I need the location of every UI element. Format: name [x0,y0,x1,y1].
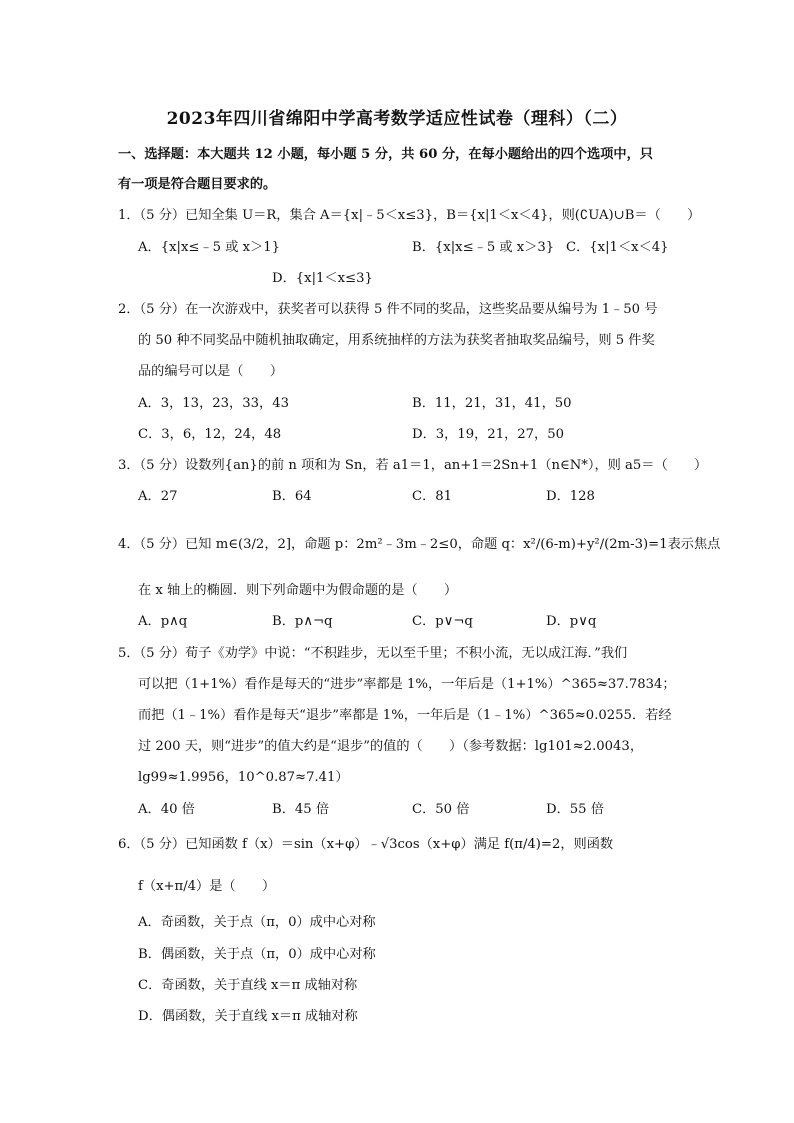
q5-line2: 可以把（1+1%）看作是每天的“进步”率都是 1%，一年后是（1+1%）^365≈37.7834； [138,677,676,692]
q5-line1: 5．（5 分）荀子《劝学》中说：“不积跬步，无以至千里；不积小流，无以成江海．”我们 [118,646,628,661]
q6-line2: f（x+π/4）是（ ） [138,879,276,894]
q2-line2: 的 50 种不同奖品中随机抽取确定，用系统抽样的方法为获奖者抽取奖品编号，则 5 件奖 [138,333,655,348]
q1-option-a: A．{x|x≤﹣5 或 x＞1} [138,240,281,255]
q6-option-b: B．偶函数，关于点（π，0）成中心对称 [138,947,376,962]
q3-option-b: B．64 [272,489,312,504]
page-title: 2023年四川省绵阳中学高考数学适应性试卷（理科）（二） [166,109,628,129]
q3-option-c: C．81 [412,489,453,504]
q2-option-d: D．3，19，21，27，50 [412,427,565,442]
section-heading-line2: 有一项是符合题目要求的。 [118,177,277,192]
q4-stem: 4．（5 分）已知 m∈(3/2，2]，命题 p：2m²﹣3m﹣2≤0，命题 q：x²/(6-m)+y²/(2m-3)=1表示焦点 [118,537,721,552]
q3-stem: 3．（5 分）设数列{an}的前 n 项和为 Sn，若 a1＝1，an+1＝2Sn+1（n∈N*），则 a5＝（ ） [118,458,708,473]
q2-option-b: B．11，21，31，41，50 [412,396,572,411]
q2-option-a: A．3，13，23，33，43 [138,396,289,411]
q1-option-c: C．{x|1＜x＜4} [566,240,669,255]
q2-option-c: C．3，6，12，24，48 [138,427,282,442]
q5-line3: 而把（1﹣1%）看作是每天“退步”率都是 1%，一年后是（1﹣1%）^365≈0.0255．若经 [138,708,672,723]
q1-option-d: D．{x|1＜x≤3} [272,271,373,286]
q4-option-b: B．p∧¬q [272,614,333,629]
q1-option-b: B．{x|x≤﹣5 或 x＞3} [412,240,555,255]
q5-option-c: C．50 倍 [412,802,470,817]
q6-option-d: D．偶函数，关于直线 x＝π 成轴对称 [138,1009,358,1024]
q2-line3: 品的编号可以是（ ） [138,364,284,379]
q6-option-c: C．奇函数，关于直线 x＝π 成轴对称 [138,978,358,993]
q5-option-d: D．55 倍 [546,802,604,817]
q5-option-a: A．40 倍 [138,802,195,817]
q6-option-a: A．奇函数，关于点（π，0）成中心对称 [138,915,376,930]
q5-line4: 过 200 天，则“进步”的值大约是“退步”的值的（ ）（参考数据：lg101≈2.0043， [138,739,644,754]
section-heading-line1: 一、选择题：本大题共 12 小题，每小题 5 分，共 60 分，在每小题给出的四个选项中，只 [118,147,653,162]
q6-stem: 6．（5 分）已知函数 f（x）＝sin（x+φ）﹣√3cos（x+φ）满足 f(π/4)=2，则函数 [118,837,614,852]
q4-option-d: D．p∨q [546,614,597,629]
q3-option-a: A．27 [138,489,178,504]
q1-stem: 1．（5 分）已知全集 U＝R，集合 A＝{x|﹣5＜x≤3}，B＝{x|1＜x＜4}，则(∁UA)∪B＝（ ） [118,208,701,223]
q2-line1: 2．（5 分）在一次游戏中，获奖者可以获得 5 件不同的奖品，这些奖品要从编号为 1﹣50 号 [118,302,658,317]
q4-option-a: A．p∧q [138,614,188,629]
q5-option-b: B．45 倍 [272,802,330,817]
q4-line2: 在 x 轴上的椭圆．则下列命题中为假命题的是（ ） [138,583,458,598]
q4-option-c: C．p∨¬q [412,614,473,629]
q5-line5: lg99≈1.9956，10^0.87≈7.41） [138,770,349,785]
q3-option-d: D．128 [546,489,595,504]
